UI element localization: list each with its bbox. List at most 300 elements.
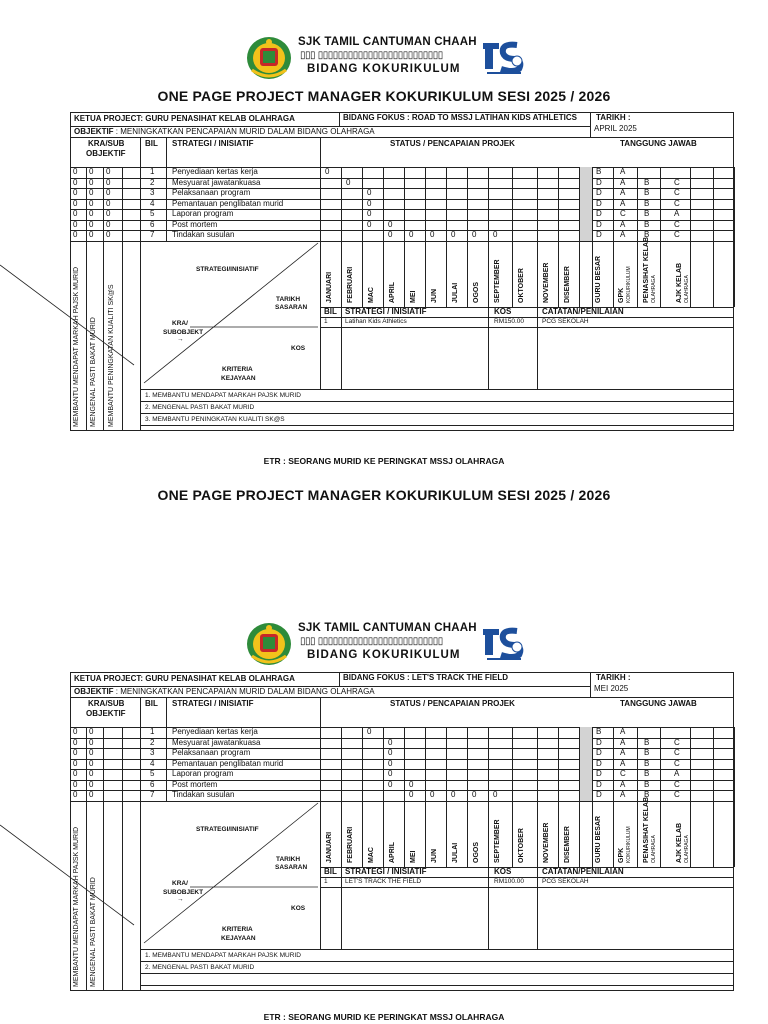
grid-line: [70, 727, 734, 728]
kra-value: 0: [89, 230, 94, 239]
project-leader: KETUA PROJECT: GURU PENASIHAT KELAB OLAHRAGA: [74, 674, 295, 683]
month-header: OKTOBER: [518, 267, 525, 303]
responsibility-code: D: [596, 219, 602, 229]
role-header-sub: KOKURIKULUM: [626, 265, 632, 303]
responsibility-code: D: [596, 198, 602, 208]
sub-row-bil: 1: [324, 877, 328, 885]
kra-value: 0: [73, 230, 78, 239]
role-header-sub: OLAHRAGA: [684, 834, 690, 863]
responsibility-code: A: [620, 177, 626, 187]
responsibility-code: C: [674, 779, 680, 789]
sub-notes-header: CATATAN/PENILAIAN: [542, 306, 624, 316]
status-mark: 0: [388, 737, 393, 747]
strategy-header: STRATEGI / INISIATIF: [172, 139, 254, 148]
diag-kejayaan-label: KEJAYAAN: [221, 934, 256, 942]
kra-value: 0: [89, 737, 94, 747]
task-name: Penyediaan kertas kerja: [172, 727, 258, 736]
shaded-column: [579, 727, 592, 801]
objektif-header: OBJEKTIF: [86, 709, 126, 718]
kra-value: 0: [89, 758, 94, 768]
objective-value: : MENINGKATKAN PENCAPAIAN MURID DALAM BIDANG OLAHRAGA: [113, 687, 375, 696]
task-name: Pemantauan penglibatan murid: [172, 758, 284, 768]
diag-kriteria-label: KRITERIA: [222, 365, 253, 373]
kra-value: 0: [73, 748, 78, 757]
status-header: STATUS / PENCAPAIAN PROJEK: [390, 139, 515, 148]
kra-vertical-text: MENGENAL PASTI BAKAT MURID: [90, 316, 97, 427]
grid-line: [140, 949, 734, 950]
task-number: 5: [150, 209, 155, 218]
grid-line: [70, 697, 734, 698]
diag-kos-label: KOS: [291, 344, 306, 352]
task-number: 3: [150, 748, 155, 757]
responsibility-code: D: [596, 209, 602, 218]
role-header: GURU BESAR: [595, 815, 602, 863]
project-leader: KETUA PROJECT: GURU PENASIHAT KELAB OLAHRAGA: [74, 114, 295, 123]
responsibility-code: B: [644, 209, 650, 218]
grid-line: [70, 769, 734, 770]
sub-bil-header: BIL: [324, 866, 337, 876]
responsibility-code: B: [644, 198, 650, 208]
responsibility-code: A: [620, 727, 626, 736]
status-mark: 0: [367, 219, 372, 229]
kra-value: 0: [89, 188, 94, 197]
kra-value: 0: [106, 209, 111, 218]
task-number: 3: [150, 188, 155, 197]
grid-line: [404, 727, 405, 867]
responsibility-code: D: [596, 737, 602, 747]
kra-value: 0: [106, 198, 111, 208]
sub-row-notes: PCG SEKOLAH: [542, 317, 589, 325]
responsibility-code: C: [674, 748, 680, 757]
responsibility-code: D: [596, 758, 602, 768]
role-header: GPK: [618, 287, 625, 303]
month-header: DISEMBER: [564, 825, 571, 863]
task-name: Post mortem: [172, 779, 218, 789]
date-value: APRIL 2025: [594, 124, 637, 133]
status-mark: 0: [367, 209, 372, 218]
kra-value: 0: [89, 790, 94, 799]
month-header: MEI: [410, 290, 417, 303]
grid-line: [660, 727, 661, 867]
objective-item: 1. MEMBANTU MENDAPAT MARKAH PAJSK MURID: [145, 391, 301, 399]
responsibility-code: C: [620, 209, 626, 218]
responsibility-code: B: [644, 219, 650, 229]
task-name: Pemantauan penglibatan murid: [172, 198, 284, 208]
kra-value: 0: [89, 769, 94, 778]
grid-line: [140, 973, 734, 974]
status-mark: 0: [388, 769, 393, 778]
diag-kra-label: KRA/: [172, 319, 188, 327]
ts25-logo-icon: [483, 623, 525, 663]
status-mark: 0: [388, 748, 393, 757]
diag-sasaran-label: SASARAN: [275, 863, 308, 871]
etr-note: ETR : SEORANG MURID KE PERINGKAT MSSJ OLAHRAGA: [263, 1012, 505, 1022]
responsibility-code: C: [674, 790, 680, 799]
kra-value: 0: [106, 230, 111, 239]
middle-title: ONE PAGE PROJECT MANAGER KOKURIKULUM SESI 2025 / 2026: [157, 487, 611, 503]
month-header: DISEMBER: [564, 265, 571, 303]
status-mark: 0: [451, 230, 456, 239]
kra-value: 0: [73, 758, 78, 768]
grid-line: [362, 727, 363, 867]
status-mark: 0: [388, 219, 393, 229]
task-name: Laporan program: [172, 209, 234, 218]
month-header: MEI: [410, 850, 417, 863]
status-mark: 0: [451, 790, 456, 799]
kra-value: 0: [89, 727, 94, 736]
sub-notes-header: CATATAN/PENILAIAN: [542, 866, 624, 876]
strategy-header: STRATEGI / INISIATIF: [172, 699, 254, 708]
responsibility-code: A: [674, 769, 680, 778]
grid-line: [537, 727, 538, 867]
diag-arrow: →: [177, 335, 184, 343]
diag-subobjekt-label: SUBOBJEKT: [163, 888, 204, 896]
responsibility-code: C: [674, 758, 680, 768]
diag-tarikh-label: TARIKH: [276, 855, 301, 863]
responsibility-code: C: [674, 198, 680, 208]
month-header: OKTOBER: [518, 827, 525, 863]
objective-label: OBJEKTIF: [74, 127, 114, 136]
responsibility-code: D: [596, 177, 602, 187]
grid-line: [70, 790, 734, 791]
doc-title: ONE PAGE PROJECT MANAGER KOKURIKULUM SESI 2025 / 2026: [157, 88, 611, 104]
objective-item: 2. MENGENAL PASTI BAKAT MURID: [145, 963, 255, 971]
responsibility-code: B: [596, 167, 602, 176]
kra-value: 0: [73, 188, 78, 197]
sub-row-notes: PCG SEKOLAH: [542, 877, 589, 885]
diag-kos-label: KOS: [291, 904, 306, 912]
kra-value: 0: [73, 769, 78, 778]
grid-line: [339, 672, 340, 686]
task-number: 6: [150, 219, 155, 229]
status-mark: 0: [388, 779, 393, 789]
month-header: MAC: [368, 846, 375, 863]
status-mark: 0: [493, 230, 498, 239]
task-name: Mesyuarat jawatankuasa: [172, 177, 261, 187]
school-crest-icon: [246, 622, 292, 666]
grid-line: [558, 727, 559, 867]
kra-value: 0: [89, 198, 94, 208]
kra-value: 0: [89, 219, 94, 229]
status-mark: 0: [367, 727, 372, 736]
sub-row-cost: RM150.00: [494, 317, 524, 325]
role-header-sub: KOKURIKULUM: [626, 825, 632, 863]
etr-note: ETR : SEORANG MURID KE PERINGKAT MSSJ OLAHRAGA: [263, 456, 505, 466]
responsibility-code: A: [674, 209, 680, 218]
objektif-header: OBJEKTIF: [86, 149, 126, 158]
month-header: OGOS: [473, 281, 480, 303]
month-header: SEPTEMBER: [494, 818, 501, 863]
kra-value: 0: [106, 219, 111, 229]
sub-row-strategy: Latihan Kids Athletics: [345, 317, 407, 325]
status-header: STATUS / PENCAPAIAN PROJEK: [390, 699, 515, 708]
task-name: Mesyuarat jawatankuasa: [172, 737, 261, 747]
grid-line: [166, 697, 167, 801]
responsibility-code: C: [674, 177, 680, 187]
diag-arrow: →: [177, 895, 184, 903]
kra-value: 0: [73, 167, 78, 176]
kra-value: 0: [89, 748, 94, 757]
task-number: 4: [150, 758, 155, 768]
grid-line: [613, 727, 614, 867]
objective-text: [74, 687, 375, 697]
kra-vertical-text: MEMBANTU MENDAPAT MARKAH PAJSK MURID: [73, 826, 80, 987]
task-name: Pelaksanaan program: [172, 188, 251, 197]
month-header: JUN: [431, 288, 438, 303]
grid-line: [70, 738, 734, 739]
status-mark: 0: [409, 779, 414, 789]
date-label: TARIKH :: [596, 673, 631, 682]
month-header: NOVEMBER: [543, 262, 550, 303]
sub-bil-header: BIL: [324, 306, 337, 316]
task-number: 2: [150, 737, 155, 747]
status-mark: 0: [493, 790, 498, 799]
sub-cost-header: KOS: [494, 866, 512, 876]
status-mark: 0: [367, 198, 372, 208]
grid-line: [467, 727, 468, 867]
responsibility-code: D: [596, 230, 602, 239]
responsibility-code: C: [674, 230, 680, 239]
grid-line: [734, 727, 735, 867]
sub-row-cost: RM100.00: [494, 877, 524, 885]
objective-item: 1. MEMBANTU MENDAPAT MARKAH PAJSK MURID: [145, 951, 301, 959]
diag-kra-label: KRA/: [172, 879, 188, 887]
bil-header: BIL: [145, 699, 158, 708]
objective-value: : MENINGKATKAN PENCAPAIAN MURID DALAM BIDANG OLAHRAGA: [113, 127, 375, 136]
role-header-sub: OLAHRAGA: [684, 274, 690, 303]
responsibility-code: B: [644, 769, 650, 778]
status-mark: 0: [472, 230, 477, 239]
task-name: Tindakan susulan: [172, 790, 235, 799]
objective-item: 3. MEMBANTU PENINGKATAN KUALITI SK@S: [145, 415, 285, 423]
grid-line: [446, 727, 447, 867]
responsibility-code: B: [644, 790, 650, 799]
school-name-tamil: ▯▯▯ ▯▯▯▯▯▯▯▯▯▯▯▯▯▯▯▯▯▯▯▯▯▯▯▯▯: [300, 636, 443, 647]
task-number: 1: [150, 167, 155, 176]
responsibility-header: TANGGUNG JAWAB: [620, 139, 697, 148]
status-mark: 0: [346, 177, 351, 187]
responsibility-code: A: [620, 198, 626, 208]
month-header: SEPTEMBER: [494, 258, 501, 303]
grid-line: [488, 727, 489, 867]
role-header: PENASIHAT KELAB: [643, 236, 650, 303]
month-header: APRIL: [389, 841, 396, 863]
grid-line: [341, 727, 342, 867]
responsibility-code: D: [596, 779, 602, 789]
grid-line: [537, 867, 538, 949]
month-header: FEBRUARI: [347, 826, 354, 863]
diag-kriteria-label: KRITERIA: [222, 925, 253, 933]
focus-area: BIDANG FOKUS : ROAD TO MSSJ LATIHAN KIDS ATHLETICS: [343, 113, 577, 122]
kra-value: 0: [73, 779, 78, 789]
kra-value: 0: [106, 188, 111, 197]
diag-kejayaan-label: KEJAYAAN: [221, 374, 256, 382]
role-header: AJK KELAB: [676, 262, 683, 303]
kra-header: KRA/SUB: [88, 699, 125, 708]
kra-value: 0: [73, 790, 78, 799]
kra-value: 0: [73, 219, 78, 229]
grid-line: [713, 727, 714, 867]
grid-line: [320, 697, 321, 949]
grid-line: [592, 727, 593, 867]
sub-strategy-header: STRATEGI / INISIATIF: [345, 866, 427, 876]
responsibility-code: B: [644, 177, 650, 187]
status-mark: 0: [367, 188, 372, 197]
school-name-tamil: ▯▯▯ ▯▯▯▯▯▯▯▯▯▯▯▯▯▯▯▯▯▯▯▯▯▯▯▯▯: [300, 50, 443, 61]
role-header-sub: OLAHRAGA: [651, 274, 657, 303]
month-header: APRIL: [389, 281, 396, 303]
grid-line: [488, 867, 489, 949]
grid-line: [512, 727, 513, 867]
responsibility-code: A: [620, 167, 626, 176]
responsibility-code: B: [644, 188, 650, 197]
pointer-line: [0, 825, 140, 945]
responsibility-code: A: [620, 188, 626, 197]
grid-line: [383, 727, 384, 867]
responsibility-code: D: [596, 748, 602, 757]
grid-line: [341, 867, 342, 949]
responsibility-code: A: [620, 758, 626, 768]
grid-line: [425, 727, 426, 867]
responsibility-code: C: [620, 769, 626, 778]
responsibility-code: B: [644, 748, 650, 757]
month-header: OGOS: [473, 841, 480, 863]
task-number: 5: [150, 769, 155, 778]
task-number: 7: [150, 230, 155, 239]
responsibility-code: A: [620, 219, 626, 229]
responsibility-code: B: [596, 727, 602, 736]
responsibility-code: A: [620, 737, 626, 747]
kra-value: 0: [106, 167, 111, 176]
sub-row-strategy: LET'S TRACK THE FIELD: [345, 877, 422, 885]
month-header: JANUARI: [326, 271, 333, 303]
month-header: JULAI: [452, 282, 459, 303]
kra-header: KRA/SUB: [88, 139, 125, 148]
month-header: FEBRUARI: [347, 266, 354, 303]
task-number: 4: [150, 198, 155, 208]
responsibility-code: D: [596, 790, 602, 799]
responsibility-code: D: [596, 769, 602, 778]
sub-strategy-header: STRATEGI / INISIATIF: [345, 306, 427, 316]
role-header-sub: OLAHRAGA: [651, 834, 657, 863]
responsibility-code: D: [596, 188, 602, 197]
responsibility-code: C: [674, 188, 680, 197]
date-value: MEI 2025: [594, 684, 629, 693]
sub-cost-header: KOS: [494, 306, 512, 316]
kra-vertical-text: MEMBANTU PENINGKATAN KUALITI SK@S: [108, 283, 115, 427]
role-header: AJK KELAB: [676, 822, 683, 863]
bil-header: BIL: [145, 139, 158, 148]
diag-sasaran-label: SASARAN: [275, 303, 308, 311]
responsibility-code: A: [620, 790, 626, 799]
task-number: 7: [150, 790, 155, 799]
status-mark: 0: [430, 230, 435, 239]
responsibility-code: B: [644, 779, 650, 789]
responsibility-code: A: [620, 748, 626, 757]
task-name: Penyediaan kertas kerja: [172, 167, 258, 176]
school-name: SJK TAMIL CANTUMAN CHAAH: [298, 36, 477, 48]
task-number: 2: [150, 177, 155, 187]
diag-strategy-label: STRATEGI/INISIATIF: [196, 825, 259, 833]
responsibility-code: B: [644, 737, 650, 747]
task-name: Post mortem: [172, 219, 218, 229]
sub-row-bil: 1: [324, 317, 328, 325]
focus-area: BIDANG FOKUS : LET'S TRACK THE FIELD: [343, 673, 509, 682]
kra-value: 0: [89, 167, 94, 176]
grid-line: [140, 985, 734, 986]
role-header: GPK: [618, 847, 625, 863]
kra-value: 0: [73, 737, 78, 747]
school-name: SJK TAMIL CANTUMAN CHAAH: [298, 622, 477, 634]
status-mark: 0: [472, 790, 477, 799]
task-name: Pelaksanaan program: [172, 748, 251, 757]
diag-tarikh-label: TARIKH: [276, 295, 301, 303]
date-label: TARIKH :: [596, 113, 631, 122]
kra-value: 0: [73, 198, 78, 208]
task-name: Tindakan susulan: [172, 230, 235, 239]
role-header: GURU BESAR: [595, 255, 602, 303]
kra-value: 0: [73, 209, 78, 218]
grid-line: [70, 748, 734, 749]
task-name: Laporan program: [172, 769, 234, 778]
responsibility-code: B: [644, 230, 650, 239]
kra-value: 0: [89, 209, 94, 218]
grid-line: [140, 961, 734, 962]
kra-value: 0: [89, 177, 94, 187]
kra-vertical-text: MEMBANTU MENDAPAT MARKAH PAJSK MURID: [73, 266, 80, 427]
responsibility-code: C: [674, 737, 680, 747]
kra-value: 0: [106, 177, 111, 187]
responsibility-code: A: [620, 779, 626, 789]
grid-line: [579, 727, 580, 867]
status-mark: 0: [409, 230, 414, 239]
diag-strategy-label: STRATEGI/INISIATIF: [196, 265, 259, 273]
role-header: PENASIHAT KELAB: [643, 796, 650, 863]
kra-value: 0: [89, 779, 94, 789]
kra-value: 0: [73, 177, 78, 187]
task-number: 1: [150, 727, 155, 736]
grid-line: [637, 727, 638, 867]
month-header: NOVEMBER: [543, 822, 550, 863]
month-header: MAC: [368, 286, 375, 303]
grid-line: [590, 672, 591, 697]
unit-name: BIDANG KOKURIKULUM: [307, 649, 461, 661]
month-header: JULAI: [452, 842, 459, 863]
status-mark: 0: [409, 790, 414, 799]
status-mark: 0: [388, 758, 393, 768]
responsibility-code: A: [620, 230, 626, 239]
status-mark: 0: [388, 230, 393, 239]
status-mark: 0: [430, 790, 435, 799]
objective-label: OBJEKTIF: [74, 687, 114, 696]
responsibility-code: C: [674, 219, 680, 229]
kra-vertical-text: MENGENAL PASTI BAKAT MURID: [90, 876, 97, 987]
responsibility-code: B: [644, 758, 650, 768]
unit-name: BIDANG KOKURIKULUM: [307, 63, 461, 75]
task-number: 6: [150, 779, 155, 789]
diag-subobjekt-label: SUBOBJEKT: [163, 328, 204, 336]
status-mark: 0: [325, 167, 330, 176]
month-header: JUN: [431, 848, 438, 863]
grid-line: [690, 727, 691, 867]
month-header: JANUARI: [326, 831, 333, 863]
responsibility-header: TANGGUNG JAWAB: [620, 699, 697, 708]
kra-value: 0: [73, 727, 78, 736]
objective-item: 2. MENGENAL PASTI BAKAT MURID: [145, 403, 255, 411]
grid-line: [320, 887, 734, 888]
grid-line: [70, 780, 734, 781]
grid-line: [70, 759, 734, 760]
